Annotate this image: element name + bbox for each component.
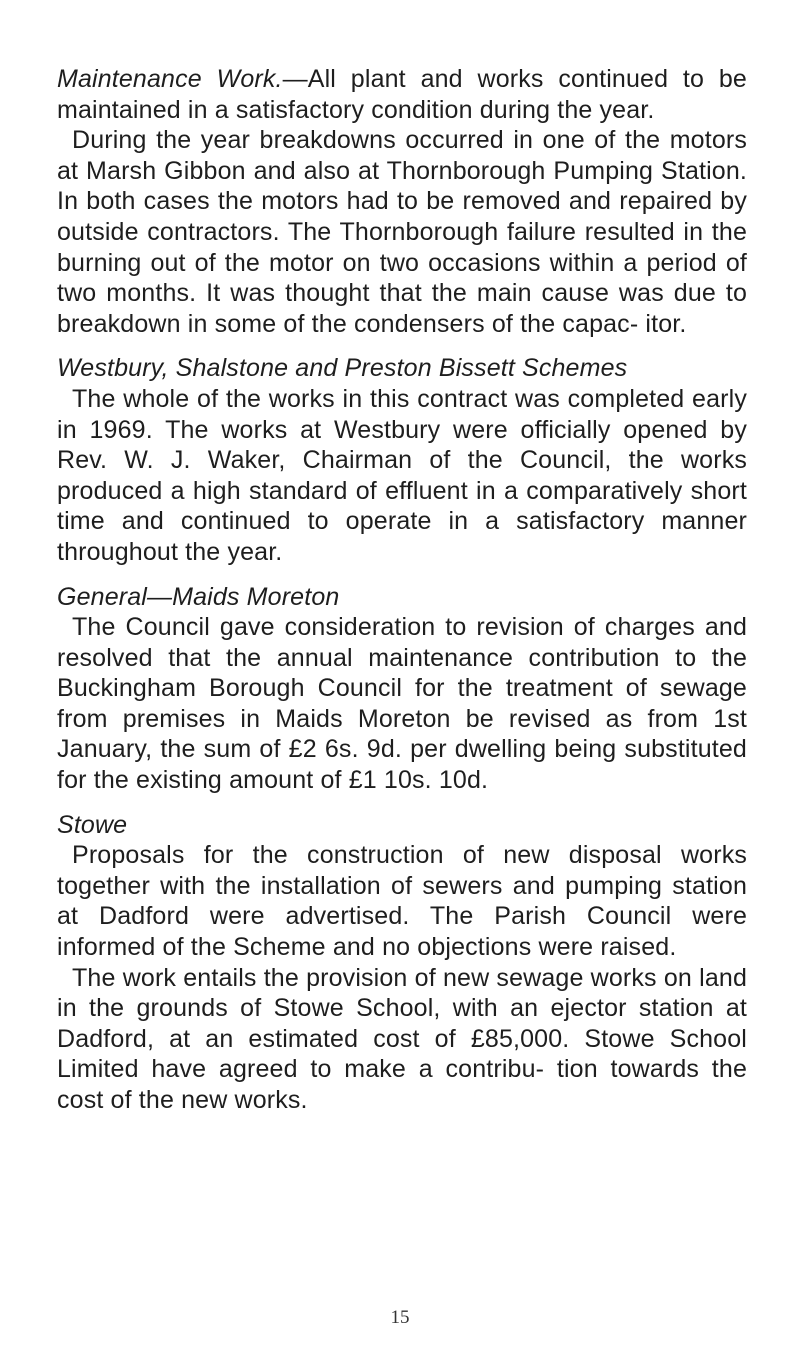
document-page bbox=[57, 64, 747, 1116]
stowe-heading: Stowe bbox=[57, 810, 128, 839]
maintenance-intro-text: —All plant and works continued to be maintained in a satisfactory condition during the year. bbox=[57, 65, 747, 124]
stowe-works-paragraph: The work entails the provision of new sewage works on land in the grounds of Stowe School, with an ejector station at Dadford, at an estimated cost of £85,000. Stowe School Limited have agreed to make a contribu- tion towards the cost of the new works. bbox=[57, 963, 747, 1114]
westbury-heading: Westbury, Shalstone and Preston Bissett Schemes bbox=[57, 354, 628, 383]
maintenance-heading: Maintenance Work. bbox=[57, 65, 283, 93]
stowe-proposals-paragraph: Proposals for the construction of new disposal works together with the installation of sewers and pumping station at Dadford were advertised. The Parish Council were informed of the Scheme and no objections were raised. bbox=[57, 841, 747, 962]
maintenance-breakdowns-paragraph: During the year breakdowns occurred in one of the motors at Marsh Gibbon and also at Thornborough Pumping Station. In both cases the motors had to be removed and repaired by outside contractors. The Thornborough failure resulted in the burning out of the motor on two occasions within a period of two months. It was thought that the main cause was due to breakdown in some of the condensers of the capac- itor. bbox=[57, 126, 747, 338]
maids-moreton-paragraph: The Council gave consideration to revision of charges and resolved that the annual maintenance contribution to the Buckingham Borough Council for the treatment of sewage from premises in Maids Moreton be revised as from 1st January, the sum of £2 6s. 9d. per dwelling being substituted for the existing amount of £1 10s. 10d. bbox=[57, 613, 747, 795]
westbury-paragraph: The whole of the works in this contract was completed early in 1969. The works at Westbury were officially opened by Rev. W. J. Waker, Chairman of the Council, the works produced a high standard of effluent in a comparatively short time and continued to operate in a satisfactory manner throughout the year. bbox=[57, 384, 747, 566]
page-number: 15 bbox=[390, 1307, 410, 1328]
maintenance-paragraph bbox=[57, 64, 747, 125]
maids-moreton-heading: General—Maids Moreton bbox=[57, 582, 340, 611]
